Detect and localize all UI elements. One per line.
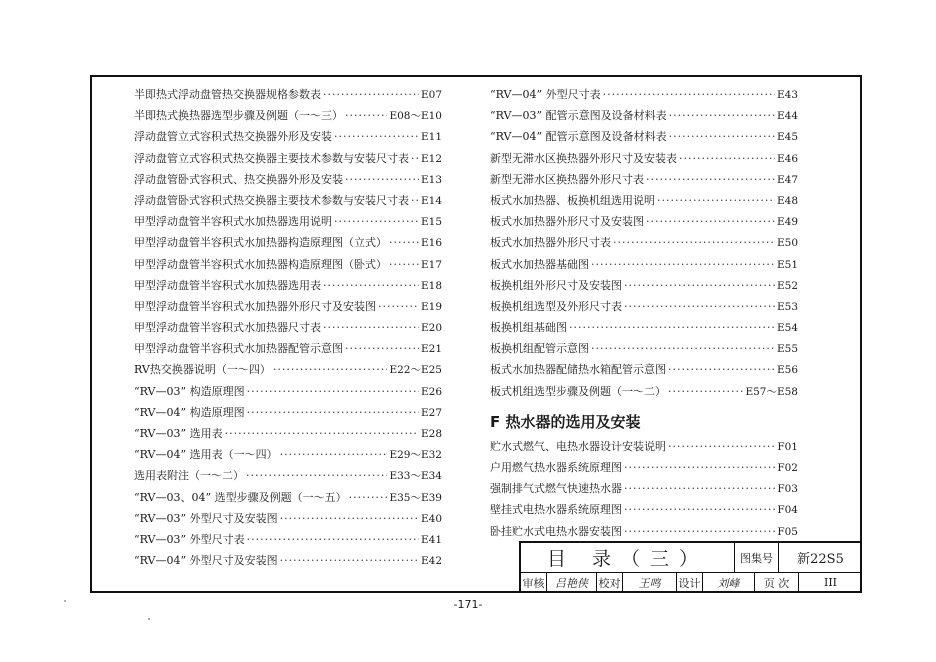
check-signature-cell [623, 572, 677, 593]
toc-entry-page: E08～E10 [389, 110, 442, 123]
toc-left-column [134, 84, 442, 571]
toc-entry-page: E35～E39 [389, 491, 442, 504]
toc-entry-title: 卧挂贮水式电热水器安装图 [490, 524, 622, 538]
toc-entry-title: 甲型浮动盘管半容积式水加热器选用说明 [134, 215, 332, 229]
dot-leader [225, 423, 419, 444]
design-label-cell [677, 572, 703, 593]
toc-entry [490, 232, 798, 253]
toc-entry-page: E45 [776, 131, 798, 144]
dot-leader [624, 296, 775, 317]
atlas-label: 图集号 [740, 551, 773, 565]
design-signature-cell [703, 572, 755, 593]
title-block [519, 541, 862, 593]
toc-entry [134, 275, 442, 296]
toc-entry-page: E14 [420, 194, 442, 207]
toc-entry [134, 381, 442, 402]
toc-entry [134, 508, 442, 529]
toc-entry [490, 211, 798, 232]
toc-entry-page: E51 [776, 258, 798, 271]
toc-entry [490, 521, 798, 542]
check-label-cell [597, 572, 623, 593]
toc-entry [490, 190, 798, 211]
toc-entry-title: 甲型浮动盘管半容积式水加热器选用表 [134, 278, 321, 292]
toc-entry-title: 贮水式燃气、电热水器设计安装说明 [490, 439, 666, 453]
dot-leader [323, 84, 419, 105]
dot-leader [323, 317, 419, 338]
toc-entry-title: 甲型浮动盘管半容积式水加热器尺寸表 [134, 321, 321, 335]
toc-entry [490, 436, 798, 457]
dot-leader [334, 126, 419, 147]
page-number-cell [799, 572, 862, 593]
dot-leader [591, 338, 775, 359]
toc-entry [490, 169, 798, 190]
toc-entry [134, 444, 442, 465]
toc-entry-page: F01 [777, 440, 798, 453]
toc-entry [490, 148, 798, 169]
toc-entry-page: E50 [776, 237, 798, 250]
scan-speck [148, 618, 150, 620]
toc-entry-page: E15 [420, 216, 442, 229]
dot-leader [280, 508, 419, 529]
toc-entry-title: “RV—03、04” 选型步骤及例题（一～五） [134, 490, 347, 504]
scan-speck [64, 600, 66, 602]
toc-entry-page: E21 [420, 343, 442, 356]
toc-entry [134, 317, 442, 338]
toc-section-f-list [490, 436, 798, 542]
toc-entry-title: 板式机组选型步骤及例题（一～二） [490, 384, 666, 398]
dot-leader [273, 359, 388, 380]
dot-leader [591, 254, 775, 275]
dot-leader [646, 169, 775, 190]
toc-entry [134, 359, 442, 380]
page-label-cell [755, 572, 799, 593]
toc-entry-page: E49 [776, 216, 798, 229]
toc-entry-page: E46 [776, 152, 798, 165]
toc-entry-page: E52 [776, 279, 798, 292]
toc-entry [134, 465, 442, 486]
review-label: 审核 [522, 576, 545, 590]
toc-entry [134, 402, 442, 423]
design-signature: 刘峰 [717, 576, 740, 590]
toc-entry-title: 甲型浮动盘管半容积式水加热器配管示意图 [134, 342, 343, 356]
toc-right-column [490, 84, 798, 542]
section-f-title: F 热水器的选用及安装 [490, 412, 641, 431]
title-block-row-1 [521, 543, 862, 573]
dot-leader [411, 148, 419, 169]
dot-leader [624, 499, 775, 520]
toc-entry-page: F02 [777, 462, 798, 474]
toc-entry [134, 550, 442, 571]
toc-entry-title: 浮动盘管卧式容积式、热交换器外形及安装 [134, 172, 343, 186]
toc-entry-title: 选用表附注（一～二） [134, 469, 244, 483]
toc-entry-title: 板换机组基础图 [490, 321, 567, 335]
dot-leader [668, 381, 743, 402]
dot-leader [247, 529, 419, 550]
dot-leader [603, 84, 775, 105]
toc-entry-title: 户用燃气热水器系统原理图 [490, 461, 622, 474]
toc-entry [490, 381, 798, 402]
toc-entry-title: 新型无滞水区换热器外形尺寸及安装表 [490, 151, 677, 165]
title-block-row-2 [521, 572, 862, 593]
dot-leader [349, 487, 388, 508]
toc-entry-title: 壁挂式电热水器系统原理图 [490, 503, 622, 517]
atlas-number: 新22S5 [797, 552, 844, 567]
toc-entry-page: E11 [420, 131, 442, 144]
toc-entry-title: 板式水加热器外形尺寸及安装图 [490, 215, 644, 229]
dot-leader [389, 232, 419, 253]
toc-entry [134, 296, 442, 317]
page-number: -171- [453, 598, 483, 611]
toc-entry-page: E48 [776, 194, 798, 207]
dot-leader [624, 275, 775, 296]
dot-leader [624, 457, 775, 478]
toc-entry [134, 211, 442, 232]
toc-entry-page: E41 [420, 533, 442, 546]
toc-entry-page: F04 [777, 504, 798, 517]
toc-entry-title: 板式水加热器外形尺寸表 [490, 236, 611, 250]
dot-leader [345, 105, 387, 126]
toc-entry-title: 强制排气式燃气快速热水器 [490, 482, 622, 496]
toc-entry-page: E42 [420, 555, 442, 568]
toc-entry [134, 190, 442, 211]
toc-entry [134, 254, 442, 275]
toc-entry [134, 338, 442, 359]
toc-entry-title: “RV—04” 配管示意图及设备材料表 [490, 130, 667, 144]
toc-entry [490, 499, 798, 520]
toc-entry-title: RV热交换器说明（一～四） [134, 363, 271, 377]
toc-entry [134, 84, 442, 105]
toc-entry-title: 半即热式换热器选型步骤及例题（一～三） [134, 109, 343, 123]
toc-entry-page: E27 [420, 406, 442, 419]
toc-entry-page: E28 [420, 428, 442, 440]
toc-entry-title: 板式水加热器、板换机组选用说明 [490, 193, 655, 207]
toc-entry-page: E16 [420, 237, 442, 250]
dot-leader [378, 296, 419, 317]
toc-right-top-list [490, 84, 798, 402]
toc-entry-page: E12 [420, 152, 442, 165]
toc-entry-title: 半即热式浮动盘管热交换器规格参数表 [134, 88, 321, 101]
atlas-label-cell [735, 543, 779, 572]
toc-entry-page: E53 [776, 300, 798, 313]
toc-entry-title: 板换机组配管示意图 [490, 342, 589, 356]
toc-entry-title: 浮动盘管卧式容积式热交换器主要技术参数与安装尺寸表 [134, 193, 409, 207]
dot-leader [280, 550, 419, 571]
toc-entry-page: E22～E25 [389, 364, 442, 377]
dot-leader [669, 105, 775, 126]
toc-entry [134, 105, 442, 126]
toc-entry-title: 浮动盘管立式容积式热交换器主要技术参数与安装尺寸表 [134, 151, 409, 165]
toc-entry [490, 478, 798, 499]
toc-entry [490, 254, 798, 275]
toc-entry-page: E26 [420, 385, 442, 398]
toc-entry-title: “RV—04” 外型尺寸表 [490, 88, 601, 101]
toc-entry-title: “RV—03” 外型尺寸及安装图 [134, 511, 278, 525]
toc-entry-title: “RV—03” 构造原理图 [134, 384, 245, 398]
toc-entry-title: 板换机组选型及外形尺寸表 [490, 299, 622, 313]
toc-entry [134, 169, 442, 190]
toc-entry [134, 487, 442, 508]
page-label: 页 次 [763, 576, 790, 590]
toc-entry-title: 甲型浮动盘管半容积式水加热器外形尺寸及安装图 [134, 299, 376, 313]
toc-entry-title: “RV—04” 构造原理图 [134, 405, 245, 419]
toc-entry-page: E17 [420, 258, 442, 271]
dot-leader [679, 148, 775, 169]
toc-entry-page: E29～E32 [389, 449, 442, 462]
toc-entry-title: “RV—04” 外型尺寸及安装图 [134, 554, 278, 568]
dot-leader [669, 126, 775, 147]
dot-leader [613, 232, 775, 253]
design-label: 设计 [678, 576, 701, 590]
toc-entry-page: E33～E34 [389, 470, 442, 483]
toc-entry [490, 457, 798, 478]
title-cell [521, 543, 735, 572]
toc-entry-page: E57～E58 [745, 385, 798, 398]
toc-entry [134, 148, 442, 169]
dot-leader [334, 211, 419, 232]
toc-entry-page: E43 [776, 89, 798, 101]
toc-entry-title: 板式水加热器配储热水箱配管示意图 [490, 363, 666, 377]
dot-leader [280, 444, 388, 465]
dot-leader [389, 254, 419, 275]
toc-entry [490, 84, 798, 105]
toc-entry-title: “RV—04” 选用表（一～四） [134, 448, 278, 462]
dot-leader [323, 275, 419, 296]
toc-entry [490, 275, 798, 296]
toc-entry-title: 板换机组外形尺寸及安装图 [490, 278, 622, 292]
dot-leader [668, 436, 775, 457]
toc-entry [490, 338, 798, 359]
toc-entry-title: 新型无滞水区换热器外形尺寸表 [490, 172, 644, 186]
check-signature: 王鸣 [638, 576, 661, 590]
toc-entry-page: E47 [776, 173, 798, 186]
toc-entry-title: 甲型浮动盘管半容积式水加热器构造原理图（立式） [134, 236, 387, 250]
dot-leader [668, 359, 775, 380]
review-label-cell [521, 572, 547, 593]
toc-entry [490, 126, 798, 147]
toc-entry-title: “RV—03” 选用表 [134, 427, 223, 440]
dot-leader [345, 338, 419, 359]
toc-entry-page: E07 [420, 89, 442, 101]
toc-entry-title: “RV—03” 配管示意图及设备材料表 [490, 109, 667, 123]
toc-entry [134, 529, 442, 550]
toc-entry-page: E19 [420, 300, 442, 313]
toc-entry-page: E18 [420, 279, 442, 292]
toc-entry-page: E44 [776, 110, 798, 123]
toc-entry [490, 296, 798, 317]
dot-leader [247, 381, 419, 402]
review-signature-cell [547, 572, 597, 593]
atlas-number-cell [779, 543, 862, 572]
toc-entry-page: E40 [420, 512, 442, 525]
sheet-page-number: III [823, 576, 838, 589]
dot-leader [624, 478, 775, 499]
check-label: 校对 [598, 576, 621, 590]
review-signature: 吕艳侠 [555, 576, 588, 590]
toc-entry-page: E20 [420, 322, 442, 335]
dot-leader [345, 169, 419, 190]
toc-entry-title: 板式水加热器基础图 [490, 257, 589, 271]
toc-entry-title: 甲型浮动盘管半容积式水加热器构造原理图（卧式） [134, 257, 387, 271]
toc-entry-page: E13 [420, 173, 442, 186]
toc-entry-page: F03 [777, 483, 798, 496]
toc-entry [490, 105, 798, 126]
toc-entry [134, 126, 442, 147]
toc-entry-page: E56 [776, 364, 798, 377]
toc-entry-page: F05 [777, 525, 798, 538]
toc-entry-title: “RV—03” 外型尺寸表 [134, 532, 245, 546]
dot-leader [657, 190, 775, 211]
toc-entry [134, 423, 442, 444]
dot-leader [624, 521, 775, 542]
toc-entry-page: E55 [776, 343, 798, 356]
toc-entry-page: E54 [776, 322, 798, 335]
dot-leader [569, 317, 775, 338]
dot-leader [646, 211, 775, 232]
toc-entry [134, 232, 442, 253]
drawing-title: 目 录（三） [546, 548, 709, 570]
toc-entry-title: 浮动盘管立式容积式热交换器外形及安装 [134, 130, 332, 144]
dot-leader [411, 190, 419, 211]
toc-entry [490, 359, 798, 380]
toc-entry [490, 317, 798, 338]
dot-leader [246, 465, 387, 486]
dot-leader [247, 402, 419, 423]
